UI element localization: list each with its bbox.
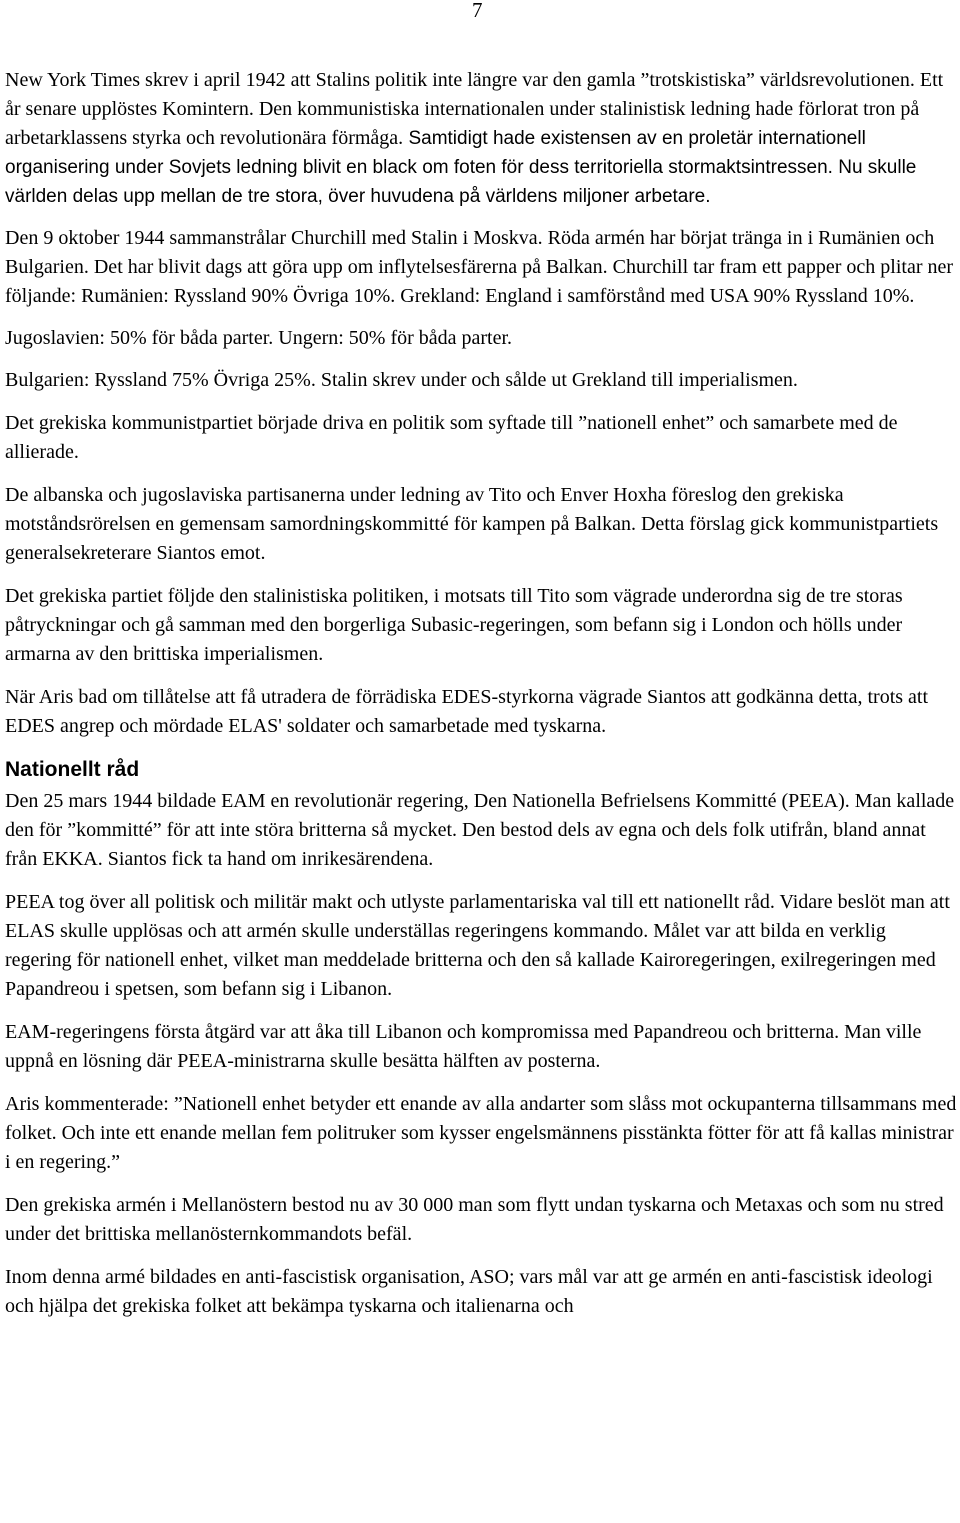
paragraph-grekiska-armen: Den grekiska armén i Mellanöstern bestod nu av 30 000 man som flytt undan tyskarna och Metaxas och som nu stred under det brittiska mellanösternkommandots befäl. xyxy=(5,1194,944,1245)
paragraph-peea-power: PEEA tog över all politisk och militär makt och utlyste parlamentariska val till ett nationellt råd. Vidare beslöt man att ELAS skulle upplösas och att armén skulle underställas regeringens kommando. Målet var att bilda en verklig regering för nationell enhet, vilket man meddelade britterna och den så kallade Kairoregeringen, exilregeringen med Papandreou i spetsen, som befann sig i Libanon. xyxy=(5,891,950,1000)
paragraph-stalinistiska-politiken: Det grekiska partiet följde den stalinistiska politiken, i motsats till Tito som vägrade underordna sig de tre storas påtryckningar och gå samman med den borgerliga Subasic-regeringen, som befann sig i London och hölls under armarna av den brittiska imperialismen. xyxy=(5,585,903,665)
paragraph-aso: Inom denna armé bildades en anti-fascistisk organisation, ASO; vars mål var att ge armén en anti-fascistisk ideologi och hjälpa det grekiska folket att bekämpa tyskarna och italienarna och xyxy=(5,1266,933,1317)
paragraph-part-sans: Samtidigt hade existensen av en proletär internationell organisering under Sovjets ledning blivit en black om foten för dess territoriella stormaktsintressen. Nu skulle världen delas upp mellan de tre stora, över huvudena på världens miljoner arbetare. xyxy=(5,128,917,207)
paragraph-stalin-komintern xyxy=(5,66,957,211)
page-number: 7 xyxy=(472,0,483,22)
paragraph-kommunistpartiet: Det grekiska kommunistpartiet började driva en politik som syftade till ”nationell enhet” och samarbete med de allierade. xyxy=(5,412,898,463)
paragraph-eam-libanon: EAM-regeringens första åtgärd var att åka till Libanon och kompromissa med Papandreou och britterna. Man ville uppnå en lösning där PEEA-ministrarna skulle besätta hälften av posterna. xyxy=(5,1021,922,1072)
paragraph-peea-formed: Den 25 mars 1944 bildade EAM en revolutionär regering, Den Nationella Befrielsens Kommitté (PEEA). Man kallade den för ”kommitté” för att inte störa britterna så mycket. Den bestod dels av egna och dels folk utifrån, bland annat från EKKA. Siantos fick ta hand om inrikesärendena. xyxy=(5,790,955,870)
paragraph-churchill-moscow: Den 9 oktober 1944 sammanstrålar Churchill med Stalin i Moskva. Röda armén har börjat tränga in i Rumänien och Bulgarien. Det har blivit dags att göra upp om inflytelsesfärerna på Balkan. Churchill tar fram ett papper och plitar ner följande: Rumänien: Ryssland 90% Övriga 10%. Grekland: England i samförstånd med USA 90% Ryssland 10%. xyxy=(5,227,954,307)
paragraph-part-serif: New York Times skrev i april 1942 att Stalins politik inte längre var den gamla ”trotskistiska” världsrevolutionen. Ett år senare upplöstes Komintern. Den kommunistiska internationalen under stalinistisk ledning hade förlorat tron på arbetarklassens styrka och revolutionära förmåga. xyxy=(5,69,944,149)
paragraph-aris-quote: Aris kommenterade: ”Nationell enhet betyder ett enande av alla andarter som slåss mot ockupanterna tillsammans med folket. Och inte ett enande mellan fem politruker som kysser engelsmännens pisstänkta fötter för att få kallas ministrar i en regering.” xyxy=(5,1093,957,1173)
paragraph-jugoslavien: Jugoslavien: 50% för båda parter. Ungern: 50% för båda parter. xyxy=(5,327,513,349)
document-body xyxy=(5,66,957,1335)
paragraph-bulgarien: Bulgarien: Ryssland 75% Övriga 25%. Stalin skrev under och sålde ut Grekland till imperialismen. xyxy=(5,369,798,391)
section-heading: Nationellt råd xyxy=(5,758,140,781)
paragraph-partisanerna: De albanska och jugoslaviska partisanerna under ledning av Tito och Enver Hoxha föreslog den grekiska motståndsrörelsen en gemensam samordningskommitté för kampen på Balkan. Detta förslag gick kommunistpartiets generalsekreterare Siantos emot. xyxy=(5,484,939,564)
paragraph-aris-edes: När Aris bad om tillåtelse att få utradera de förrädiska EDES-styrkorna vägrade Siantos att godkänna detta, trots att EDES angrep och mördade ELAS' soldater och samarbetade med tyskarna. xyxy=(5,686,929,737)
